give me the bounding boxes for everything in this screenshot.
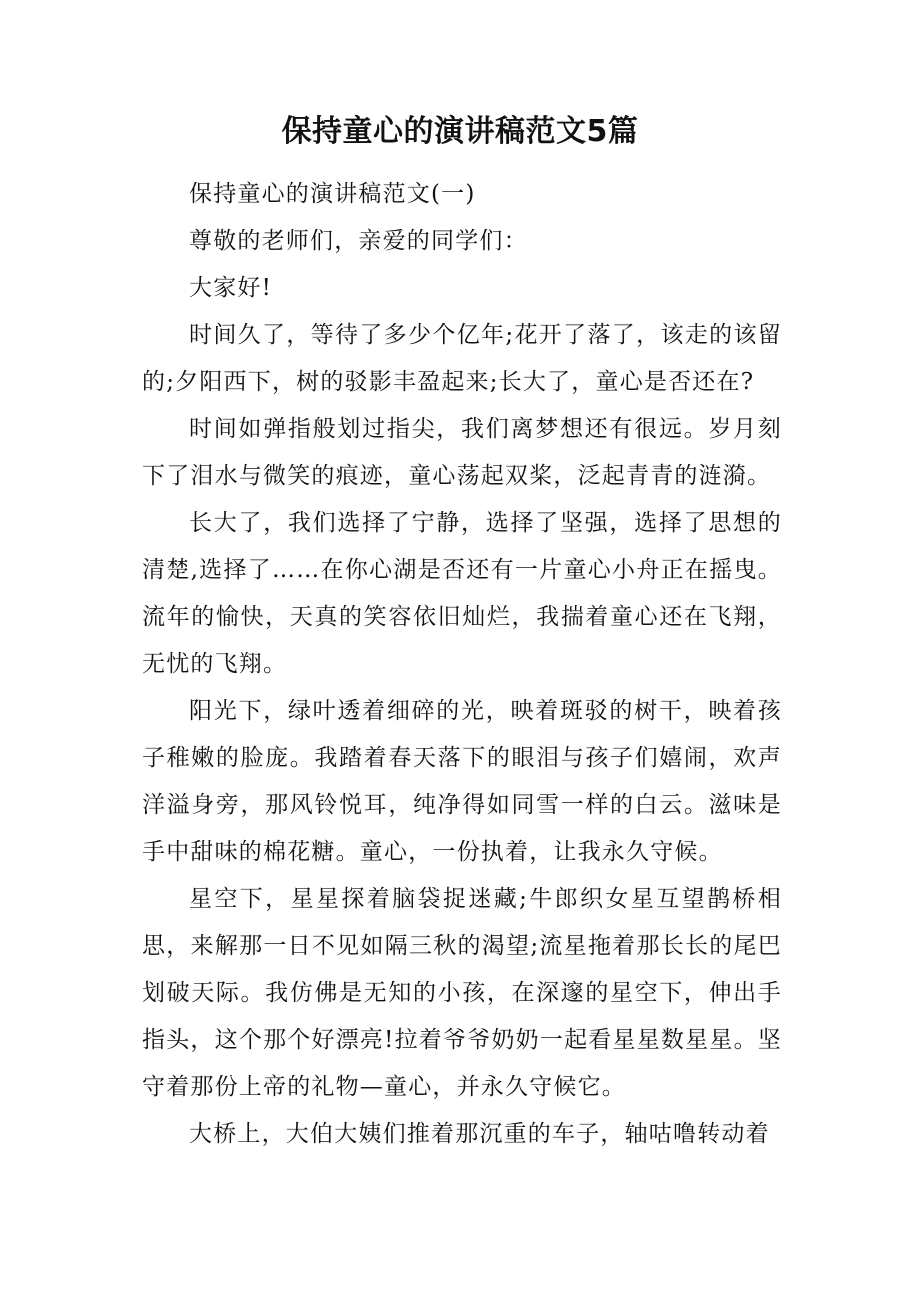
paragraph: 阳光下，绿叶透着细碎的光，映着斑驳的树干，映着孩子稚嫩的脸庞。我踏着春天落下的眼泪与孩子们嬉闹，欢声洋溢身旁，那风铃悦耳，纯净得如同雪一样的白云。滋味是手中甜味的棉花糖。童心，一份执着，让我永久守候。 xyxy=(142,698,782,865)
paragraph: 时间久了，等待了多少个亿年;花开了落了，该走的该留的;夕阳西下，树的驳影丰盈起来;长大了，童心是否还在? xyxy=(142,322,782,395)
salutation: 尊敬的老师们，亲爱的同学们： xyxy=(189,228,528,254)
greeting: 大家好! xyxy=(189,275,273,301)
document-body xyxy=(142,171,782,1158)
section-heading: 保持童心的演讲稿范文(一) xyxy=(189,181,476,207)
paragraph: 长大了，我们选择了宁静，选择了坚强，选择了思想的清楚,选择了……在你心湖是否还有一片童心小舟正在摇曳。流年的愉快，天真的笑容依旧灿烂，我揣着童心还在飞翔，无忧的飞翔。 xyxy=(142,510,782,677)
paragraph: 时间如弹指般划过指尖，我们离梦想还有很远。岁月刻下了泪水与微笑的痕迹，童心荡起双桨，泛起青青的涟漪。 xyxy=(142,416,782,489)
paragraph: 大桥上，大伯大姨们推着那沉重的车子，轴咕噜转动着 xyxy=(189,1121,770,1147)
paragraph: 星空下，星星探着脑袋捉迷藏;牛郎织女星互望鹊桥相思，来解那一日不见如隔三秋的渴望;流星拖着那长长的尾巴划破天际。我仿佛是无知的小孩，在深邃的星空下，伸出手指头，这个那个好漂亮!拉着爷爷奶奶一起看星星数星星。坚守着那份上帝的礼物—童心，并永久守候它。 xyxy=(142,886,782,1100)
document-title: 保持童心的演讲稿范文5篇 xyxy=(281,114,639,149)
